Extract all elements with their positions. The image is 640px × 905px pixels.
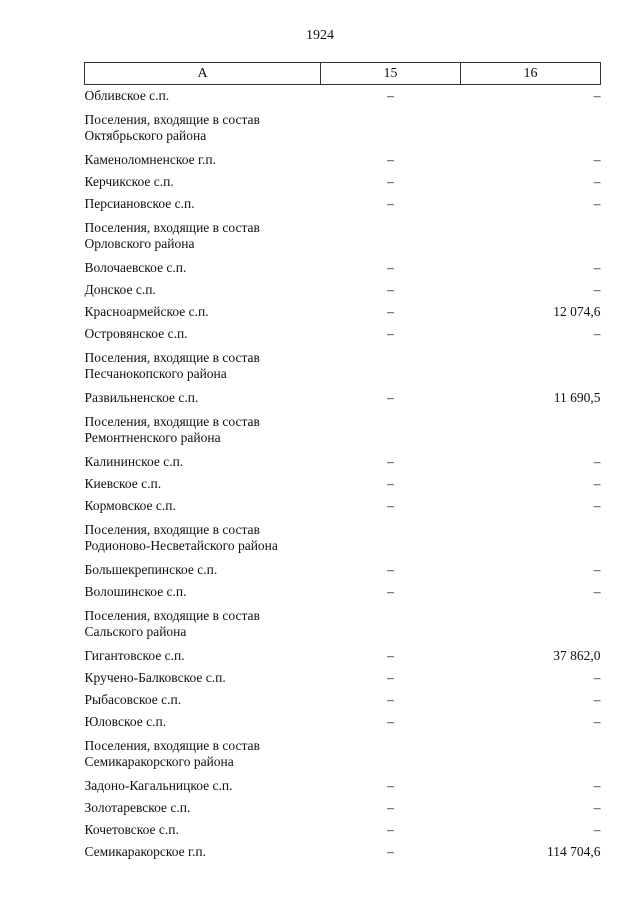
- column-header-a: А: [85, 63, 321, 85]
- table-row: [85, 301, 601, 323]
- value-col-15: –: [387, 88, 394, 103]
- value-col-15: [321, 603, 461, 645]
- table-body: [85, 85, 601, 864]
- value-col-16: –: [593, 454, 601, 469]
- group-heading: Поселения, входящие в состав Семикаракорского района: [84, 738, 260, 769]
- value-col-15: –: [387, 454, 394, 469]
- value-col-15: [321, 215, 461, 257]
- value-col-16: [461, 107, 601, 149]
- value-col-15: –: [387, 476, 394, 491]
- settlement-name: Каменоломненское г.п.: [84, 152, 216, 167]
- group-heading: Поселения, входящие в состав Орловского района: [84, 220, 260, 251]
- value-col-16: 114 704,6: [547, 844, 601, 859]
- value-col-16: –: [593, 174, 601, 189]
- value-col-15: –: [387, 390, 394, 405]
- value-col-15: –: [387, 326, 394, 341]
- settlement-name: Большекрепинское с.п.: [84, 562, 218, 577]
- value-col-16: [461, 733, 601, 775]
- group-heading-row: [85, 603, 601, 645]
- table-row: [85, 819, 601, 841]
- value-col-15: –: [387, 778, 394, 793]
- table-header: [85, 63, 601, 85]
- value-col-15: –: [387, 800, 394, 815]
- table-row: [85, 689, 601, 711]
- value-col-15: –: [387, 822, 394, 837]
- value-col-16: [461, 517, 601, 559]
- table-row: [85, 559, 601, 581]
- value-col-15: –: [387, 584, 394, 599]
- value-col-16: –: [593, 670, 601, 685]
- table-row: [85, 193, 601, 215]
- group-heading-row: [85, 215, 601, 257]
- value-col-16: 11 690,5: [553, 390, 601, 405]
- value-col-16: –: [593, 152, 601, 167]
- value-col-16: –: [593, 282, 601, 297]
- group-heading-row: [85, 409, 601, 451]
- value-col-16: –: [593, 498, 601, 513]
- settlement-name: Персиановское с.п.: [84, 196, 195, 211]
- table-row: [85, 387, 601, 409]
- value-col-16: –: [593, 822, 601, 837]
- settlement-name: Керчикское с.п.: [84, 174, 174, 189]
- table-row: [85, 451, 601, 473]
- value-col-15: –: [387, 692, 394, 707]
- settlement-name: Волочаевское с.п.: [84, 260, 187, 275]
- value-col-16: –: [593, 88, 601, 103]
- settlement-name: Золотаревское с.п.: [84, 800, 191, 815]
- value-col-15: –: [387, 714, 394, 729]
- header-row: [85, 63, 601, 85]
- table-row: [85, 775, 601, 797]
- value-col-15: –: [387, 304, 394, 319]
- value-col-16: [461, 409, 601, 451]
- table-row: [85, 711, 601, 733]
- value-col-15: [321, 409, 461, 451]
- settlement-name: Красноармейское с.п.: [84, 304, 209, 319]
- value-col-16: –: [593, 562, 601, 577]
- value-col-16: –: [593, 584, 601, 599]
- value-col-15: [321, 517, 461, 559]
- settlement-name: Киевское с.п.: [84, 476, 162, 491]
- table-row: [85, 645, 601, 667]
- value-col-16: [461, 345, 601, 387]
- value-col-15: [321, 345, 461, 387]
- settlement-name: Задоно-Кагальницкое с.п.: [84, 778, 233, 793]
- value-col-16: 37 862,0: [553, 648, 601, 663]
- value-col-15: [321, 733, 461, 775]
- value-col-15: –: [387, 260, 394, 275]
- group-heading: Поселения, входящие в состав Октябрьского района: [84, 112, 260, 143]
- group-heading: Поселения, входящие в состав Сальского района: [84, 608, 260, 639]
- settlement-name: Гигантовское с.п.: [84, 648, 185, 663]
- group-heading-row: [85, 107, 601, 149]
- value-col-15: –: [387, 498, 394, 513]
- value-col-15: –: [387, 174, 394, 189]
- table-row: [85, 797, 601, 819]
- value-col-15: –: [387, 562, 394, 577]
- value-col-16: –: [593, 260, 601, 275]
- budget-table: [84, 62, 601, 863]
- settlement-name: Семикаракорское г.п.: [84, 844, 207, 859]
- group-heading: Поселения, входящие в состав Ремонтненского района: [84, 414, 260, 445]
- value-col-15: –: [387, 196, 394, 211]
- settlement-name: Калининское с.п.: [84, 454, 184, 469]
- settlement-name: Развильненское с.п.: [84, 390, 199, 405]
- table-row: [85, 85, 601, 108]
- settlement-name: Кормовское с.п.: [84, 498, 176, 513]
- value-col-16: –: [593, 778, 601, 793]
- group-heading: Поселения, входящие в состав Песчанокопского района: [84, 350, 260, 381]
- column-header-16: 16: [461, 63, 601, 85]
- table-row: [85, 323, 601, 345]
- table-row: [85, 257, 601, 279]
- table-row: [85, 667, 601, 689]
- settlement-name: Кочетовское с.п.: [84, 822, 179, 837]
- table-row: [85, 149, 601, 171]
- value-col-16: –: [593, 326, 601, 341]
- group-heading-row: [85, 733, 601, 775]
- value-col-15: –: [387, 648, 394, 663]
- settlement-name: Донское с.п.: [84, 282, 156, 297]
- value-col-15: –: [387, 152, 394, 167]
- table-row: [85, 841, 601, 863]
- group-heading-row: [85, 345, 601, 387]
- value-col-16: [461, 603, 601, 645]
- settlement-name: Обливское с.п.: [84, 88, 170, 103]
- value-col-15: –: [387, 282, 394, 297]
- value-col-16: –: [593, 476, 601, 491]
- table-row: [85, 473, 601, 495]
- group-heading: Поселения, входящие в состав Родионово-Несветайского района: [84, 522, 278, 553]
- settlement-name: Рыбасовское с.п.: [84, 692, 182, 707]
- value-col-16: [461, 215, 601, 257]
- value-col-16: –: [593, 714, 601, 729]
- value-col-16: –: [593, 196, 601, 211]
- settlement-name: Юловское с.п.: [84, 714, 167, 729]
- value-col-16: –: [593, 692, 601, 707]
- table-row: [85, 495, 601, 517]
- page-number: 1924: [306, 28, 334, 43]
- value-col-15: –: [387, 844, 394, 859]
- table-row: [85, 581, 601, 603]
- table-row: [85, 279, 601, 301]
- value-col-15: [321, 107, 461, 149]
- value-col-15: –: [387, 670, 394, 685]
- settlement-name: Островянское с.п.: [84, 326, 188, 341]
- column-header-15: 15: [321, 63, 461, 85]
- group-heading-row: [85, 517, 601, 559]
- settlement-name: Кручено-Балковское с.п.: [84, 670, 226, 685]
- table-row: [85, 171, 601, 193]
- value-col-16: –: [593, 800, 601, 815]
- value-col-16: 12 074,6: [553, 304, 601, 319]
- settlement-name: Волошинское с.п.: [84, 584, 187, 599]
